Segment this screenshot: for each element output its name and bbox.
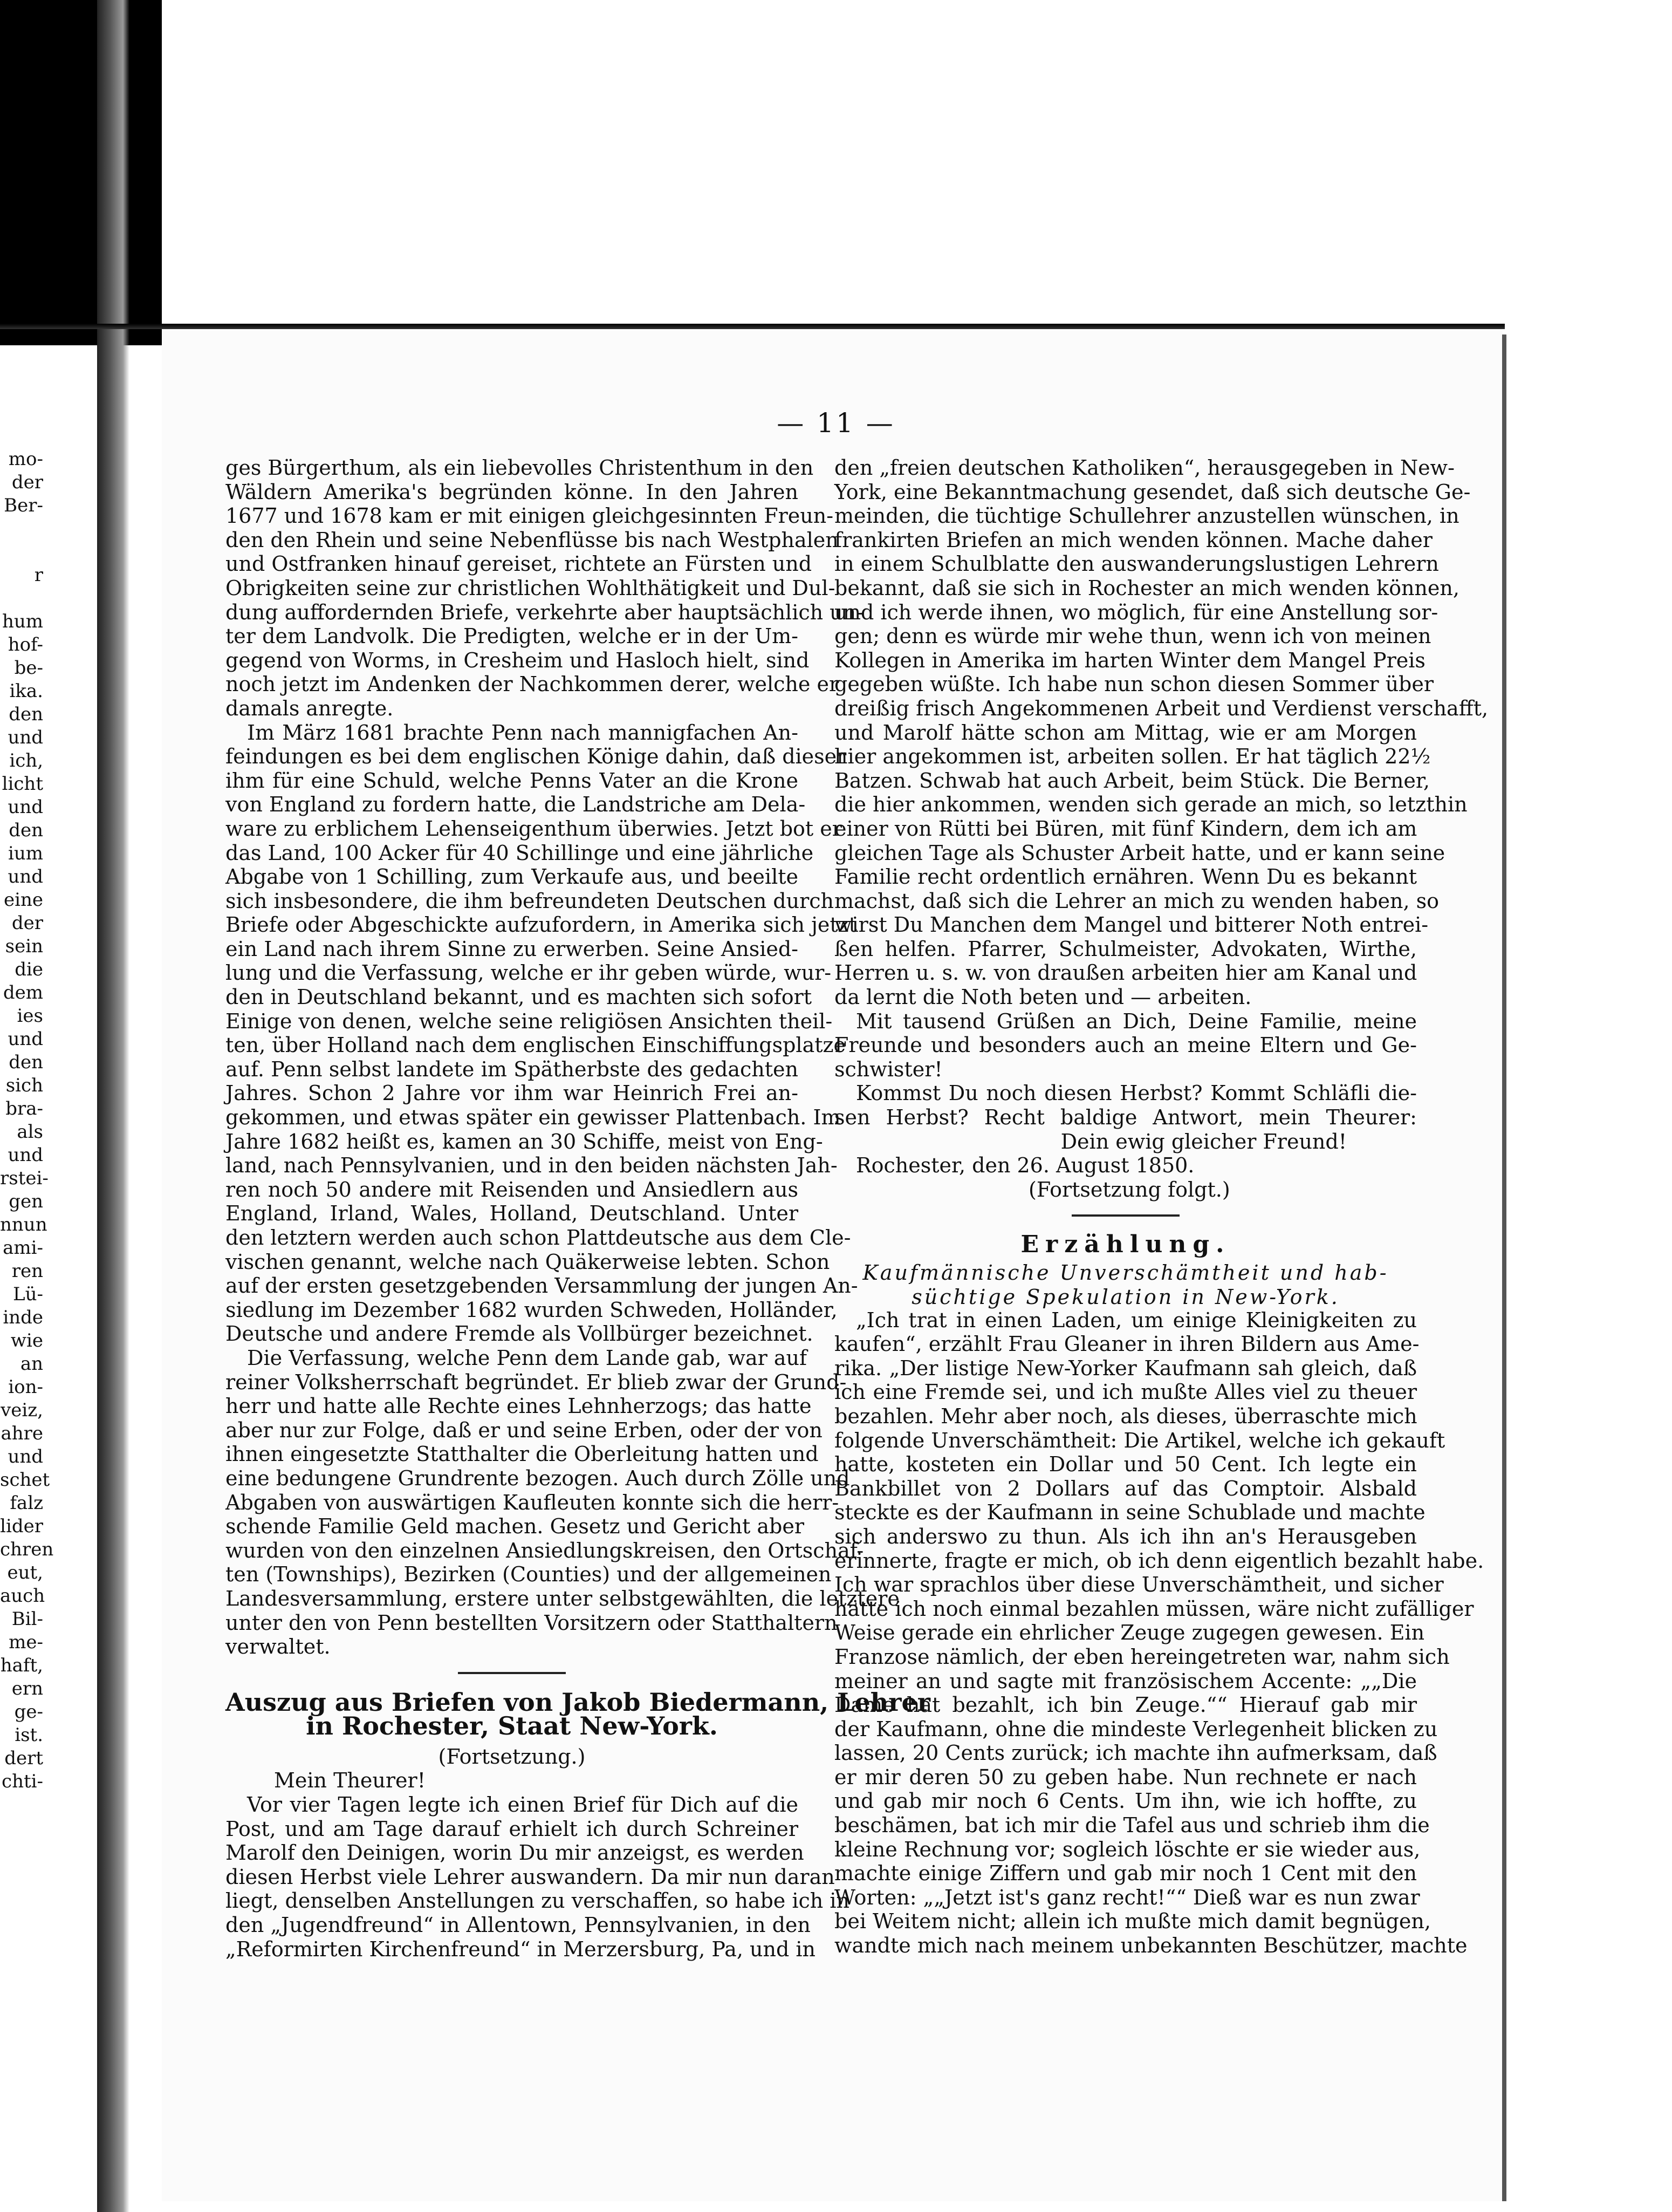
text-line: in einem Schulblatte den auswanderungslustigen Lehrern bbox=[834, 552, 1439, 576]
text-line: kaufen“, erzählt Frau Gleaner in ihren Bildern aus Ame- bbox=[834, 1332, 1420, 1356]
text-line: wandte mich nach meinem unbekannten Beschützer, machte bbox=[834, 1934, 1468, 1958]
text-line: 1677 und 1678 kam er mit einigen gleichgesinnten Freun- bbox=[225, 504, 834, 528]
sliver-fragment: veiz, bbox=[1, 1399, 43, 1421]
text-line: Bankbillet von 2 Dollars auf das Comptoir. Alsbald bbox=[834, 1476, 1417, 1500]
text-line: der Kaufmann, ohne die mindeste Verlegenheit blicken zu bbox=[834, 1717, 1438, 1741]
sliver-fragment: eine bbox=[3, 889, 43, 911]
text-line: bei Weitem nicht; allein ich mußte mich damit begnügen, bbox=[834, 1909, 1431, 1934]
sliver-fragment: ami- bbox=[3, 1237, 43, 1259]
text-line: rika. „Der listige New-Yorker Kaufmann sah gleich, daß bbox=[834, 1356, 1417, 1380]
text-line: Die Verfassung, welche Penn dem Lande gab, war auf bbox=[247, 1346, 807, 1370]
text-line: ten, über Holland nach dem englischen Einschiffungsplatze bbox=[225, 1033, 846, 1057]
text-line: sich anderswo zu thun. Als ich ihn an's Herausgeben bbox=[834, 1524, 1417, 1548]
text-line: Mit tausend Grüßen an Dich, Deine Familie, meine bbox=[856, 1009, 1417, 1033]
sliver-fragment: schet bbox=[0, 1469, 50, 1491]
text-line: ter dem Landvolk. Die Predigten, welche er in der Um- bbox=[225, 624, 798, 648]
text-line: ware zu erblichem Lehenseigenthum überwies. Jetzt bot er bbox=[225, 816, 842, 841]
sliver-fragment: wie bbox=[10, 1330, 43, 1351]
text-line: bekannt, daß sie sich in Rochester an mich wenden können, bbox=[834, 576, 1459, 600]
text-line: den den Rhein und seine Nebenflüsse bis nach Westphalen bbox=[225, 528, 839, 552]
sliver-fragment: ich, bbox=[9, 750, 43, 772]
scan-shadow-left bbox=[0, 0, 162, 345]
sliver-fragment: ge- bbox=[14, 1701, 43, 1723]
left-paragraph-3 bbox=[225, 1346, 900, 1659]
text-line: und Marolf hätte schon am Mittag, wie er am Morgen bbox=[834, 720, 1417, 745]
text-line: dung auffordernden Briefe, verkehrte aber hauptsächlich un- bbox=[225, 600, 863, 624]
text-line: land, nach Pennsylvanien, und in den beiden nächsten Jah- bbox=[225, 1153, 838, 1178]
text-line: wirst Du Manchen dem Mangel und bitterer Noth entrei- bbox=[834, 913, 1429, 937]
text-line: und gab mir noch 6 Cents. Um ihn, wie ich hoffte, zu bbox=[834, 1789, 1417, 1813]
text-line: bezahlen. Mehr aber noch, als dieses, überraschte mich bbox=[834, 1404, 1417, 1428]
text-line: süchtige Spekulation in New-York. bbox=[912, 1285, 1340, 1309]
sliver-fragment: und bbox=[8, 727, 43, 748]
text-line: Kaufmännische Unverschämtheit und hab- bbox=[862, 1261, 1389, 1285]
sliver-fragment: haft, bbox=[0, 1655, 43, 1676]
text-line: schwister! bbox=[834, 1057, 943, 1081]
sliver-fragment: mo- bbox=[8, 448, 43, 470]
text-line: York, eine Bekanntmachung gesendet, daß sich deutsche Ge- bbox=[834, 480, 1471, 504]
sliver-fragment bbox=[0, 541, 43, 564]
sliver-fragment: ahre bbox=[1, 1423, 43, 1444]
sliver-fragment: eut, bbox=[7, 1562, 43, 1583]
letter-title bbox=[225, 1687, 930, 1741]
text-line: Weise gerade ein ehrlicher Zeuge zugegen gewesen. Ein bbox=[834, 1621, 1425, 1645]
letter-signature: Dein ewig gleicher Freund! bbox=[1060, 1129, 1347, 1153]
sliver-fragment: und bbox=[8, 866, 43, 887]
text-line: „Ich trat in einen Laden, um einige Kleinigkeiten zu bbox=[856, 1308, 1417, 1332]
text-line: von England zu fordern hatte, die Landstriche am Dela- bbox=[225, 793, 806, 817]
text-line: und Ostfranken hinauf gereiset, richtete an Fürsten und bbox=[225, 552, 812, 576]
scan-page-edge-top bbox=[0, 324, 1505, 329]
story-subtitle bbox=[834, 1260, 1417, 1308]
sliver-fragment: ion- bbox=[8, 1376, 43, 1398]
text-line: Landesversammlung, erstere unter selbstgewählten, die letztere bbox=[225, 1586, 900, 1610]
sliver-fragment: me- bbox=[9, 1631, 43, 1653]
text-line: den „freien deutschen Katholiken“, herausgegeben in New- bbox=[834, 456, 1455, 480]
text-line: gleichen Tage als Schuster Arbeit hatte, und er kann seine bbox=[834, 841, 1445, 865]
text-line: hatte, kosteten ein Dollar und 50 Cent. Ich legte ein bbox=[834, 1452, 1417, 1477]
sliver-fragment: be- bbox=[14, 657, 43, 679]
sliver-fragment: ies bbox=[17, 1005, 43, 1027]
sliver-fragment bbox=[0, 517, 43, 541]
story-heading: Erzählung. bbox=[1020, 1231, 1231, 1259]
text-line: Herren u. s. w. von draußen arbeiten hier am Kanal und bbox=[834, 961, 1417, 985]
text-line: meinden, die tüchtige Schullehrer anzustellen wünschen, in bbox=[834, 504, 1459, 528]
text-line: den in Deutschland bekannt, und es machten sich sofort bbox=[225, 985, 812, 1009]
text-line: England, Irland, Wales, Holland, Deutschland. Unter bbox=[225, 1201, 798, 1226]
sliver-fragment: ern bbox=[11, 1678, 43, 1699]
text-line: das Land, 100 Acker für 40 Schillinge und eine jährliche bbox=[225, 841, 814, 865]
text-line: Wäldern Amerika's begründen könne. In den Jahren bbox=[225, 480, 798, 504]
text-line: reiner Volksherrschaft begründet. Er blieb zwar der Grund- bbox=[225, 1370, 847, 1394]
sliver-fragment: Lü- bbox=[13, 1283, 43, 1305]
sliver-fragment: hof- bbox=[8, 634, 43, 656]
sliver-fragment: lider bbox=[0, 1515, 43, 1537]
sliver-fragment: und bbox=[8, 1144, 43, 1166]
text-line: Abgaben von auswärtigen Kaufleuten konnte sich die herr- bbox=[225, 1490, 839, 1514]
text-line: vischen genannt, welche nach Quäkerweise lebten. Schon bbox=[225, 1250, 830, 1274]
text-line: ßen helfen. Pfarrer, Schulmeister, Advokaten, Wirthe, bbox=[834, 937, 1417, 961]
text-line: meiner an und sagte mit französischem Accente: „„Die bbox=[834, 1669, 1417, 1693]
text-line: Familie recht ordentlich ernähren. Wenn Du es bekannt bbox=[834, 865, 1417, 889]
text-line: lung und die Verfassung, welche er ihr geben würde, wur- bbox=[225, 961, 832, 985]
left-paragraph-1 bbox=[225, 456, 863, 721]
text-line: erinnerte, fragte er mich, ob ich denn eigentlich bezahlt habe. bbox=[834, 1548, 1484, 1573]
text-line: Jahre 1682 heißt es, kamen an 30 Schiffe, meist von Eng- bbox=[225, 1129, 823, 1153]
text-line: folgende Unverschämtheit: Die Artikel, welche ich gekauft bbox=[834, 1428, 1445, 1452]
to-be-continued-note: (Fortsetzung folgt.) bbox=[1029, 1177, 1230, 1201]
right-paragraph-2 bbox=[834, 1009, 1417, 1082]
sliver-fragment: an bbox=[20, 1353, 43, 1375]
text-line: Briefe oder Abgeschickte aufzufordern, in Amerika sich jetzt bbox=[225, 913, 857, 937]
text-line: Deutsche und andere Fremde als Vollbürger bezeichnet. bbox=[225, 1322, 813, 1346]
text-line: Jahres. Schon 2 Jahre vor ihm war Heinrich Frei an- bbox=[225, 1081, 798, 1105]
page-number: — 11 — bbox=[777, 407, 895, 439]
text-line: ges Bürgerthum, als ein liebevolles Christenthum in den bbox=[225, 456, 814, 480]
previous-page-sliver bbox=[0, 448, 54, 1793]
text-line: Worten: „„Jetzt ist's ganz recht!““ Dieß war es nun zwar bbox=[834, 1885, 1420, 1909]
text-line: gekommen, und etwas später ein gewisser Plattenbach. Im bbox=[225, 1105, 841, 1130]
sliver-fragment: ium bbox=[8, 843, 43, 864]
text-line: Franzose nämlich, der eben hereingetreten war, nahm sich bbox=[834, 1644, 1450, 1669]
text-line: machte einige Ziffern und gab mir noch 1 Cent mit den bbox=[834, 1861, 1417, 1886]
text-line: Im März 1681 brachte Penn nach mannigfachen An- bbox=[247, 720, 798, 745]
text-line: ihnen eingesetzte Statthalter die Oberleitung hatten und bbox=[225, 1442, 819, 1466]
text-line: siedlung im Dezember 1682 wurden Schweden, Holländer, bbox=[225, 1298, 838, 1322]
text-line: beschämen, bat ich mir die Tafel aus und schrieb ihm die bbox=[834, 1813, 1430, 1838]
sliver-fragment: als bbox=[17, 1121, 43, 1143]
text-line: hier angekommen ist, arbeiten sollen. Er hat täglich 22½ bbox=[834, 745, 1431, 769]
sliver-fragment: der bbox=[11, 912, 43, 934]
text-line: in Rochester, Staat New-York. bbox=[306, 1711, 718, 1741]
sliver-fragment bbox=[0, 587, 43, 610]
text-line: gegeben wüßte. Ich habe nun schon diesen Sommer über bbox=[834, 672, 1434, 697]
text-line: da lernt die Noth beten und — arbeiten. bbox=[834, 985, 1252, 1009]
text-line: aber nur zur Folge, daß er und seine Erben, oder der von bbox=[225, 1418, 823, 1442]
text-line: sen Herbst? Recht baldige Antwort, mein Theurer: bbox=[834, 1105, 1417, 1130]
sliver-fragment: nnun bbox=[0, 1214, 47, 1235]
sliver-fragment: licht bbox=[2, 773, 43, 795]
sliver-fragment: dem bbox=[3, 982, 43, 1003]
sliver-fragment: ren bbox=[11, 1260, 43, 1282]
sliver-fragment: auch bbox=[0, 1585, 45, 1607]
sliver-fragment: und bbox=[8, 1028, 43, 1050]
sliver-fragment: bra- bbox=[5, 1098, 43, 1119]
sliver-fragment: gen bbox=[9, 1191, 43, 1212]
letter-place-date: Rochester, den 26. August 1850. bbox=[856, 1153, 1195, 1178]
text-line: machst, daß sich die Lehrer an mich zu wenden haben, so bbox=[834, 889, 1440, 913]
section-divider bbox=[1072, 1214, 1180, 1217]
text-line: verwaltet. bbox=[225, 1635, 331, 1659]
text-line: diesen Herbst viele Lehrer auswandern. Da mir nun daran bbox=[225, 1865, 835, 1889]
text-line: ihm für eine Schuld, welche Penns Vater an die Krone bbox=[225, 768, 798, 793]
sliver-fragment: und bbox=[8, 1446, 43, 1467]
text-line: Einige von denen, welche seine religiösen Ansichten theil- bbox=[225, 1009, 833, 1033]
text-line: ich eine Fremde sei, und ich mußte Alles viel zu theuer bbox=[834, 1380, 1417, 1404]
text-line: lassen, 20 Cents zurück; ich machte ihn aufmerksam, daß bbox=[834, 1741, 1437, 1765]
text-line: Kollegen in Amerika im harten Winter dem Mangel Preis bbox=[834, 648, 1426, 672]
text-line: Post, und am Tage darauf erhielt ich durch Schreiner bbox=[225, 1817, 798, 1841]
text-line: ein Land nach ihrem Sinne zu erwerben. Seine Ansied- bbox=[225, 937, 798, 961]
text-line: ten (Townships), Bezirken (Counties) und der allgemeinen bbox=[225, 1562, 832, 1587]
text-line: Freunde und besonders auch an meine Eltern und Ge- bbox=[834, 1033, 1417, 1057]
text-line: Abgabe von 1 Schilling, zum Verkaufe aus, und beeilte bbox=[225, 865, 798, 889]
sliver-fragment: die bbox=[15, 959, 43, 980]
sliver-fragment: inde bbox=[3, 1307, 43, 1328]
right-paragraph-3 bbox=[834, 1081, 1417, 1129]
text-line: auf der ersten gesetzgebenden Versammlung der jungen An- bbox=[225, 1274, 858, 1298]
continuation-note: (Fortsetzung.) bbox=[438, 1744, 586, 1769]
sliver-fragment: der bbox=[11, 472, 43, 493]
right-paragraph-4 bbox=[834, 1308, 1484, 1958]
text-line: Kommst Du noch diesen Herbst? Kommt Schläfli die- bbox=[856, 1081, 1417, 1105]
text-line: auf. Penn selbst landete im Spätherbste des gedachten bbox=[225, 1057, 798, 1081]
text-line: Ich war sprachlos über diese Unverschämtheit, und sicher bbox=[834, 1573, 1444, 1597]
scan-shadow-binding bbox=[97, 0, 129, 2212]
sliver-fragment: sich bbox=[5, 1075, 43, 1096]
right-column bbox=[834, 456, 1489, 1958]
text-line: Obrigkeiten seine zur christlichen Wohlthätigkeit und Dul- bbox=[225, 576, 835, 600]
sliver-fragment: dert bbox=[4, 1747, 43, 1769]
text-line: er mir deren 50 zu geben habe. Nun rechnete er nach bbox=[834, 1765, 1417, 1789]
sliver-fragment: den bbox=[9, 1052, 43, 1073]
sliver-fragment: ist. bbox=[15, 1724, 43, 1746]
text-line: steckte es der Kaufmann in seine Schublade und machte bbox=[834, 1500, 1426, 1525]
sliver-fragment: Ber- bbox=[4, 495, 43, 516]
text-line: Marolf den Deinigen, worin Du mir anzeigst, es werden bbox=[225, 1841, 804, 1865]
section-divider bbox=[458, 1672, 566, 1674]
text-line: gegend von Worms, in Cresheim und Hasloch hielt, sind bbox=[225, 648, 810, 672]
text-line: den letztern werden auch schon Plattdeutsche aus dem Cle- bbox=[225, 1226, 851, 1250]
sliver-fragment: hum bbox=[2, 611, 43, 632]
text-line: „Reformirten Kirchenfreund“ in Merzersburg, Pa, und in bbox=[225, 1937, 816, 1961]
text-line: feindungen es bei dem englischen Könige dahin, daß dieser bbox=[225, 745, 847, 769]
text-line: dreißig frisch Angekommenen Arbeit und Verdienst verschafft, bbox=[834, 696, 1489, 720]
text-line: frankirten Briefen an mich wenden können. Mache daher bbox=[834, 528, 1433, 552]
left-paragraph-2 bbox=[225, 720, 858, 1346]
sliver-fragment: rstei- bbox=[0, 1168, 49, 1189]
right-paragraph-1 bbox=[834, 456, 1489, 1009]
text-line: noch jetzt im Andenken der Nachkommen derer, welche er bbox=[225, 672, 839, 697]
text-line: kleine Rechnung vor; sogleich löschte er sie wieder aus, bbox=[834, 1837, 1421, 1861]
text-line: ren noch 50 andere mit Reisenden und Ansiedlern aus bbox=[225, 1177, 798, 1201]
sliver-fragment: chti- bbox=[2, 1771, 43, 1792]
text-line: wurden von den einzelnen Ansiedlungskreisen, den Ortschaf- bbox=[225, 1538, 864, 1562]
text-line: eine bedungene Grundrente bezogen. Auch durch Zölle und bbox=[225, 1466, 850, 1490]
text-line: damals anregte. bbox=[225, 696, 394, 720]
left-paragraph-4 bbox=[225, 1793, 849, 1961]
text-line: sich insbesondere, die ihm befreundeten Deutschen durch bbox=[225, 889, 834, 913]
text-line: den „Jugendfreund“ in Allentown, Pennsylvanien, in den bbox=[225, 1913, 811, 1937]
text-line: herr und hatte alle Rechte eines Lehnherzogs; das hatte bbox=[225, 1394, 812, 1418]
salutation: Mein Theurer! bbox=[274, 1769, 426, 1793]
scan-page-edge-right bbox=[1502, 334, 1506, 2201]
text-line: und ich werde ihnen, wo möglich, für eine Anstellung sor- bbox=[834, 600, 1438, 624]
text-line: Batzen. Schwab hat auch Arbeit, beim Stück. Die Berner, bbox=[834, 768, 1430, 793]
text-line: Vor vier Tagen legte ich einen Brief für Dich auf die bbox=[247, 1793, 798, 1817]
text-line: einer von Rütti bei Büren, mit fünf Kindern, dem ich am bbox=[834, 816, 1417, 841]
sliver-fragment: chren bbox=[0, 1539, 54, 1560]
sliver-fragment: falz bbox=[10, 1492, 43, 1514]
text-line: unter den von Penn bestellten Vorsitzern oder Statthaltern bbox=[225, 1610, 838, 1635]
text-line: hätte ich noch einmal bezahlen müssen, wäre nicht zufälliger bbox=[834, 1596, 1474, 1621]
sliver-fragment: sein bbox=[5, 936, 43, 957]
sliver-fragment: den bbox=[9, 704, 43, 725]
text-line: Dame hat bezahlt, ich bin Zeuge.““ Hierauf gab mir bbox=[834, 1693, 1417, 1717]
text-line: liegt, denselben Anstellungen zu verschaffen, so habe ich in bbox=[225, 1889, 849, 1913]
sliver-fragment: r bbox=[34, 564, 43, 586]
sliver-fragment: ika. bbox=[9, 680, 43, 702]
sliver-fragment: und bbox=[8, 796, 43, 818]
text-line: gen; denn es würde mir wehe thun, wenn ich von meinen bbox=[834, 624, 1431, 648]
text-line: die hier ankommen, wenden sich gerade an mich, so letzthin bbox=[834, 793, 1468, 817]
text-line: Auszug aus Briefen von Jakob Biedermann, Lehrer bbox=[225, 1687, 930, 1717]
sliver-fragment: Bil- bbox=[11, 1608, 43, 1630]
text-line: schende Familie Geld machen. Gesetz und Gericht aber bbox=[225, 1514, 805, 1539]
sliver-fragment: den bbox=[9, 820, 43, 841]
